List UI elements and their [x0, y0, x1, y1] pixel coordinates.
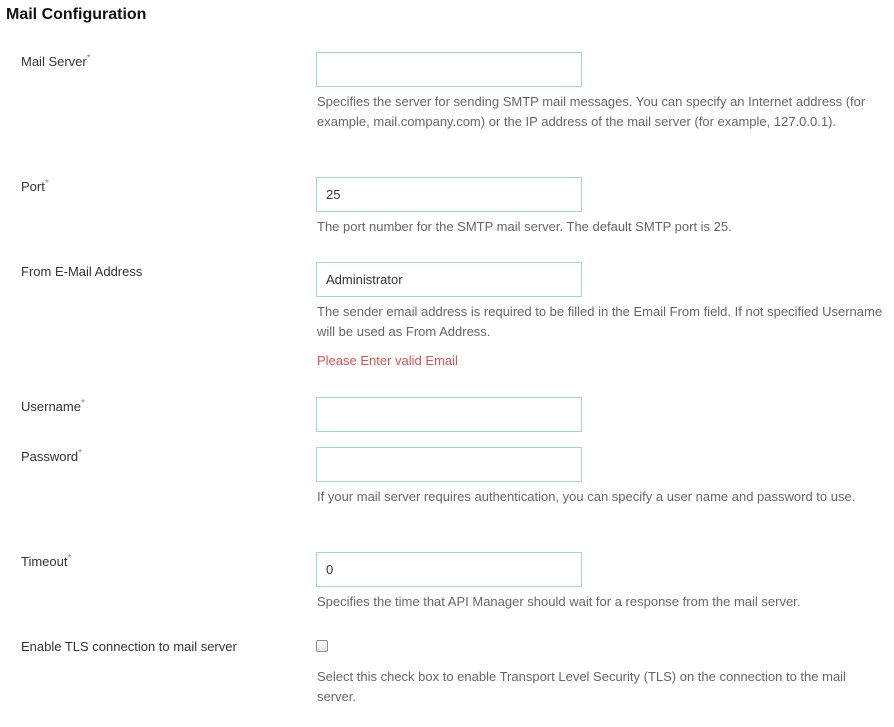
mail-server-input[interactable]: [316, 52, 582, 87]
from-email-label: [21, 264, 142, 279]
username-label: [21, 399, 85, 414]
port-help: The port number for the SMTP mail server. The default SMTP port is 25.: [317, 219, 732, 234]
timeout-label: [21, 554, 71, 569]
required-marker: *: [80, 398, 85, 409]
port-input[interactable]: [316, 177, 582, 212]
from-email-label-text: From E-Mail Address: [21, 264, 143, 279]
password-label-text: Password: [21, 449, 79, 464]
password-input[interactable]: [316, 447, 582, 482]
mail-server-help: Specifies the server for sending SMTP mail messages. You can specify an Internet address (for example, mail.company.com) or the IP address of the mail server (for example, 127.0.0.1).: [317, 94, 866, 129]
port-label: [21, 179, 49, 194]
required-marker: *: [44, 178, 49, 189]
mail-server-label-text: Mail Server: [21, 54, 87, 69]
required-marker: *: [86, 53, 91, 64]
timeout-help: Specifies the time that API Manager should wait for a response from the mail server.: [317, 594, 801, 609]
from-email-help: The sender email address is required to be filled in the Email From field. If not specified Username will be used as From Address.: [317, 304, 883, 339]
mail-server-label: [21, 54, 91, 69]
enable-tls-label-text: Enable TLS connection to mail server: [21, 639, 237, 654]
enable-tls-help: Select this check box to enable Transport Level Security (TLS) on the connection to the mail server.: [317, 669, 846, 704]
username-label-text: Username: [21, 399, 81, 414]
password-label: [21, 449, 82, 464]
required-marker: *: [67, 553, 72, 564]
from-email-input[interactable]: [316, 262, 582, 297]
enable-tls-checkbox[interactable]: [316, 640, 328, 652]
username-input[interactable]: [316, 397, 582, 432]
timeout-label-text: Timeout: [21, 554, 68, 569]
port-label-text: Port: [21, 179, 45, 194]
timeout-input[interactable]: [316, 552, 582, 587]
page-title: Mail Configuration: [6, 6, 147, 23]
password-help: If your mail server requires authentication, you can specify a user name and password to use.: [317, 489, 856, 504]
enable-tls-label: [21, 639, 237, 654]
from-email-error: Please Enter valid Email: [317, 353, 458, 368]
required-marker: *: [78, 448, 82, 459]
